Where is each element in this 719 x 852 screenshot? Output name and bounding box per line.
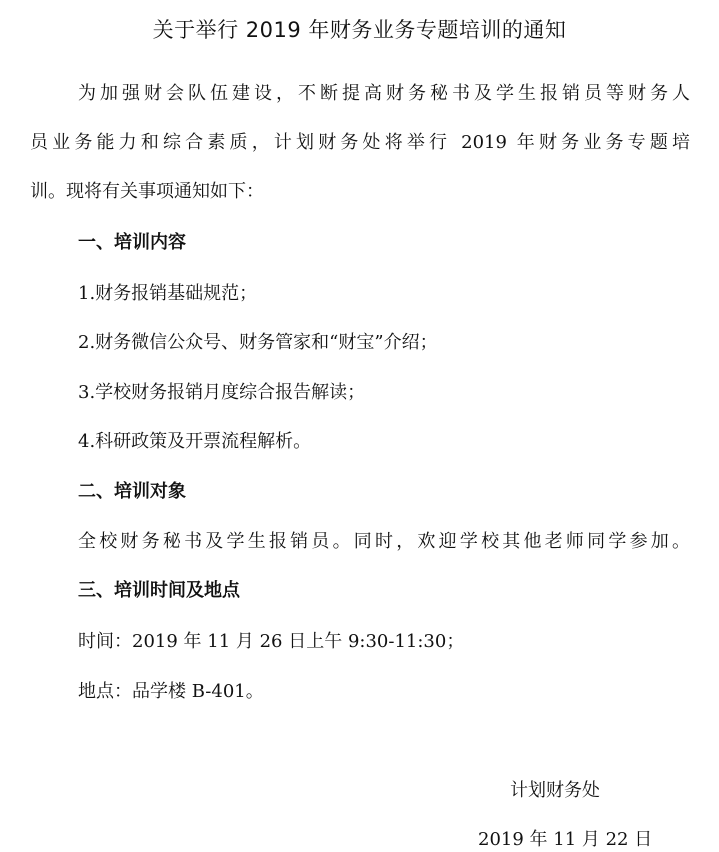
content-item-1: 1.财务报销基础规范； <box>78 283 258 304</box>
signature-org: 计划财务处 <box>510 780 600 801</box>
section-heading-audience: 二、培训对象 <box>78 481 186 502</box>
intro-line-3: 训。现将有关事项通知如下： <box>30 181 264 202</box>
intro-line-1: 为加强财会队伍建设，不断提高财务秘书及学生报销员等财务人 <box>78 83 690 104</box>
content-item-4: 4.科研政策及开票流程解析。 <box>78 431 312 452</box>
notice-title: 关于举行 2019 年财务业务专题培训的通知 <box>152 18 567 42</box>
content-item-3: 3.学校财务报销月度综合报告解读； <box>78 382 366 403</box>
content-item-2: 2.财务微信公众号、财务管家和“财宝”介绍； <box>78 332 438 353</box>
signature-date: 2019 年 11 月 22 日 <box>478 829 653 850</box>
section-heading-content: 一、培训内容 <box>78 232 186 253</box>
training-place: 地点：品学楼 B-401。 <box>78 681 264 702</box>
audience-text: 全校财务秘书及学生报销员。同时，欢迎学校其他老师同学参加。 <box>78 531 690 552</box>
section-heading-time-place: 三、培训时间及地点 <box>78 580 240 601</box>
training-time: 时间：2019 年 11 月 26 日上午 9:30-11:30； <box>78 631 465 652</box>
intro-line-2: 员业务能力和综合素质，计划财务处将举行 2019 年财务业务专题培 <box>30 132 690 153</box>
